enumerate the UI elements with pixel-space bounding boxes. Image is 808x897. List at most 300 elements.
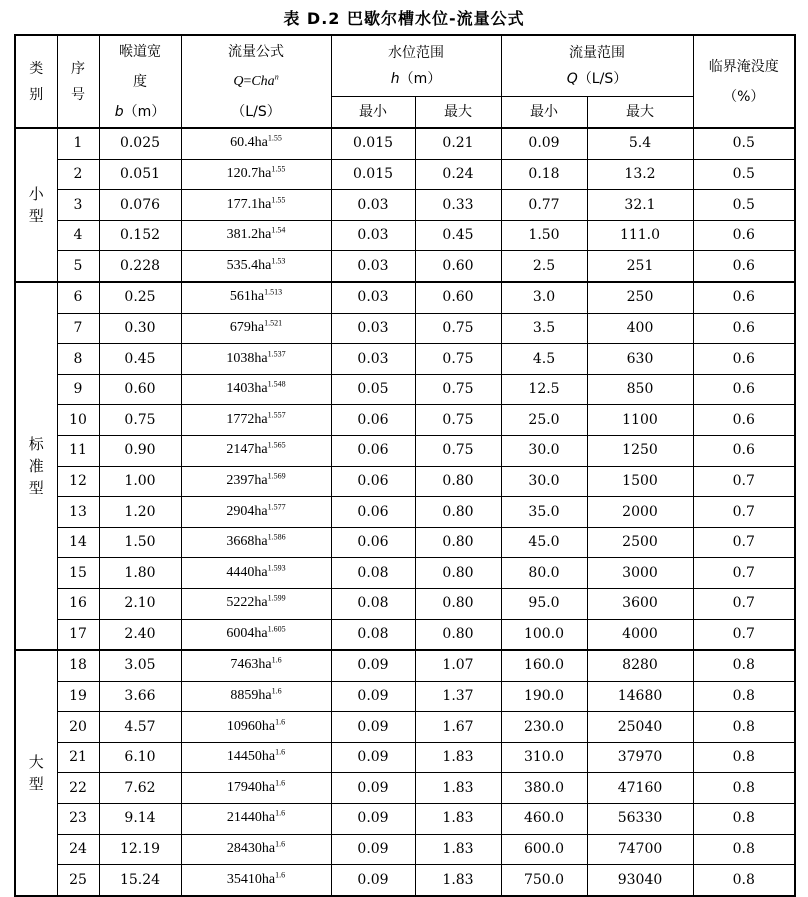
parshall-flume-table [14,34,796,897]
cell-flow-formula [181,712,331,743]
cell-flow-min: 100.0 [501,619,587,650]
formula-coefficient: 1038ha [226,350,268,366]
cell-throat-width: 15.24 [99,865,181,896]
cell-flow-formula [181,497,331,528]
cell-critical-submergence: 0.7 [693,558,795,589]
cell-level-min: 0.03 [331,251,415,282]
cell-level-min: 0.06 [331,527,415,558]
cell-flow-formula [181,650,331,681]
cell-flow-min: 0.09 [501,128,587,159]
cell-critical-submergence: 0.7 [693,466,795,497]
cell-index: 22 [57,773,99,804]
cell-index: 24 [57,834,99,865]
cell-throat-width: 0.75 [99,405,181,436]
cell-index: 11 [57,435,99,466]
table-row [15,742,795,773]
cell-index: 3 [57,190,99,221]
header-index-label: 序号 [71,60,85,103]
cell-level-min: 0.09 [331,865,415,896]
header-flow-max: 最大 [587,97,693,129]
cell-throat-width: 1.50 [99,527,181,558]
cell-flow-formula [181,681,331,712]
cell-flow-max: 111.0 [587,220,693,251]
cell-throat-width: 1.00 [99,466,181,497]
cell-flow-max: 400 [587,313,693,344]
cell-critical-submergence: 0.6 [693,251,795,282]
cell-critical-submergence: 0.6 [693,313,795,344]
header-formula-unit: （L/S） [231,103,281,120]
cell-flow-min: 30.0 [501,435,587,466]
header-flow-unit: Q（L/S） [566,71,628,87]
cell-index: 16 [57,588,99,619]
cell-level-min: 0.015 [331,128,415,159]
header-critical-submergence [693,35,795,128]
cell-level-max: 1.83 [415,804,501,835]
cell-flow-formula [181,834,331,865]
category-standard [15,282,57,650]
header-width-symbol: b [114,103,124,120]
cell-index: 20 [57,712,99,743]
cell-index: 5 [57,251,99,282]
table-row [15,128,795,159]
cell-throat-width: 1.80 [99,558,181,589]
formula-exponent: 1.55 [271,164,286,174]
cell-flow-formula [181,128,331,159]
formula-coefficient: 28430ha [226,841,276,857]
cell-critical-submergence: 0.6 [693,282,795,313]
cell-critical-submergence: 0.7 [693,619,795,650]
cell-level-max: 1.07 [415,650,501,681]
cell-level-max: 1.37 [415,681,501,712]
cell-index: 25 [57,865,99,896]
formula-exponent: 1.605 [267,624,286,634]
cell-flow-min: 45.0 [501,527,587,558]
cell-throat-width: 0.051 [99,159,181,190]
header-width-line1: 喉道宽 [119,43,161,60]
cell-flow-min: 0.77 [501,190,587,221]
cell-flow-min: 380.0 [501,773,587,804]
header-width-line2: 度 [133,73,147,90]
category-label: 小型 [28,184,44,225]
formula-exponent: 1.586 [267,532,286,542]
formula-coefficient: 381.2ha [226,227,272,243]
header-throat-width [99,35,181,128]
formula-coefficient: 561ha [229,289,265,305]
header-width-unit [100,97,181,127]
cell-flow-formula [181,313,331,344]
cell-critical-submergence: 0.6 [693,344,795,375]
table-row [15,527,795,558]
cell-index: 15 [57,558,99,589]
cell-index: 10 [57,405,99,436]
cell-index: 6 [57,282,99,313]
formula-exponent: 1.593 [267,563,286,573]
cell-flow-formula [181,527,331,558]
cell-level-min: 0.08 [331,558,415,589]
cell-flow-formula [181,558,331,589]
cell-level-min: 0.03 [331,313,415,344]
header-formula [181,35,331,128]
cell-level-min: 0.06 [331,435,415,466]
header-level-range-label: 水位范围 [388,45,444,61]
category-small [15,128,57,282]
cell-index: 13 [57,497,99,528]
formula-coefficient: 5222ha [226,595,268,611]
cell-throat-width: 0.228 [99,251,181,282]
cell-critical-submergence: 0.7 [693,527,795,558]
cell-throat-width: 0.45 [99,344,181,375]
formula-coefficient: 35410ha [226,871,276,887]
cell-flow-max: 13.2 [587,159,693,190]
cell-index: 4 [57,220,99,251]
cell-level-max: 0.80 [415,466,501,497]
cell-flow-min: 1.50 [501,220,587,251]
cell-critical-submergence: 0.5 [693,190,795,221]
cell-critical-submergence: 0.8 [693,650,795,681]
formula-exponent: 1.6 [275,808,286,818]
table-row [15,282,795,313]
cell-flow-max: 1100 [587,405,693,436]
cell-flow-formula [181,742,331,773]
cell-level-max: 0.80 [415,558,501,589]
cell-flow-min: 600.0 [501,834,587,865]
cell-critical-submergence: 0.8 [693,834,795,865]
cell-flow-formula [181,374,331,405]
cell-level-min: 0.06 [331,466,415,497]
cell-flow-min: 2.5 [501,251,587,282]
cell-level-max: 0.75 [415,313,501,344]
cell-flow-max: 251 [587,251,693,282]
header-flow-range-label: 流量范围 [569,45,625,61]
cell-flow-max: 850 [587,374,693,405]
cell-level-max: 0.75 [415,435,501,466]
cell-flow-formula [181,344,331,375]
header-category [15,35,57,128]
cell-flow-formula [181,159,331,190]
cell-critical-submergence: 0.8 [693,742,795,773]
cell-level-min: 0.09 [331,712,415,743]
category-label: 大型 [28,752,44,793]
cell-level-max: 0.33 [415,190,501,221]
cell-critical-submergence: 0.8 [693,712,795,743]
table-header [15,35,795,128]
formula-coefficient: 2397ha [226,472,268,488]
cell-level-max: 0.80 [415,588,501,619]
cell-level-min: 0.06 [331,405,415,436]
cell-level-max: 0.21 [415,128,501,159]
cell-critical-submergence: 0.6 [693,405,795,436]
cell-flow-max: 2000 [587,497,693,528]
cell-throat-width: 0.30 [99,313,181,344]
cell-flow-min: 3.5 [501,313,587,344]
cell-level-min: 0.09 [331,804,415,835]
cell-flow-min: 35.0 [501,497,587,528]
cell-flow-formula [181,405,331,436]
cell-level-min: 0.09 [331,681,415,712]
header-category-label: 类别 [29,60,44,103]
cell-index: 23 [57,804,99,835]
cell-critical-submergence: 0.8 [693,681,795,712]
table-title: 表 D.2 巴歇尔槽水位-流量公式 [283,9,525,28]
cell-flow-max: 5.4 [587,128,693,159]
cell-level-max: 0.80 [415,527,501,558]
cell-flow-formula [181,588,331,619]
cell-flow-max: 1500 [587,466,693,497]
cell-critical-submergence: 0.8 [693,804,795,835]
cell-level-max: 0.80 [415,619,501,650]
cell-level-min: 0.09 [331,834,415,865]
header-formula-label: 流量公式 [228,43,284,60]
table-row [15,466,795,497]
cell-index: 12 [57,466,99,497]
cell-flow-min: 750.0 [501,865,587,896]
cell-throat-width: 7.62 [99,773,181,804]
formula-exponent: 1.577 [267,501,286,511]
cell-flow-max: 3000 [587,558,693,589]
cell-level-min: 0.03 [331,220,415,251]
cell-flow-formula [181,435,331,466]
header-critical-unit: （%） [723,88,765,105]
cell-level-max: 1.83 [415,865,501,896]
cell-level-min: 0.015 [331,159,415,190]
cell-flow-formula [181,190,331,221]
formula-exponent: 1.537 [267,348,286,358]
formula-exponent: 1.548 [267,379,286,389]
cell-index: 2 [57,159,99,190]
cell-critical-submergence: 0.7 [693,497,795,528]
formula-coefficient: 60.4ha [230,135,268,151]
formula-coefficient: 535.4ha [226,257,272,273]
formula-exponent: 1.54 [271,225,286,235]
formula-exponent: 1.6 [271,655,282,665]
cell-flow-formula [181,773,331,804]
table-row [15,405,795,436]
cell-flow-min: 80.0 [501,558,587,589]
cell-flow-formula [181,466,331,497]
cell-critical-submergence: 0.6 [693,435,795,466]
cell-flow-min: 160.0 [501,650,587,681]
cell-level-min: 0.08 [331,588,415,619]
formula-coefficient: 1772ha [226,411,268,427]
table-row [15,619,795,650]
cell-flow-max: 3600 [587,588,693,619]
table-row [15,313,795,344]
formula-exponent: 1.6 [275,717,286,727]
formula-exponent: 1.565 [267,440,286,450]
table-row [15,865,795,896]
header-index [57,35,99,128]
table-row [15,681,795,712]
cell-flow-max: 2500 [587,527,693,558]
cell-level-max: 1.83 [415,834,501,865]
table-row [15,650,795,681]
cell-flow-min: 12.5 [501,374,587,405]
cell-level-max: 0.75 [415,405,501,436]
cell-index: 7 [57,313,99,344]
cell-flow-max: 25040 [587,712,693,743]
table-row [15,344,795,375]
cell-index: 9 [57,374,99,405]
cell-throat-width: 2.40 [99,619,181,650]
cell-flow-min: 25.0 [501,405,587,436]
formula-exponent: 1.599 [267,593,286,603]
category-large [15,650,57,896]
cell-flow-max: 4000 [587,619,693,650]
cell-level-min: 0.06 [331,497,415,528]
cell-critical-submergence: 0.6 [693,374,795,405]
cell-level-max: 1.67 [415,712,501,743]
cell-flow-min: 460.0 [501,804,587,835]
cell-level-max: 0.45 [415,220,501,251]
formula-exponent: 1.6 [271,686,282,696]
cell-throat-width: 0.152 [99,220,181,251]
cell-flow-max: 250 [587,282,693,313]
cell-index: 1 [57,128,99,159]
cell-flow-max: 1250 [587,435,693,466]
cell-throat-width: 0.076 [99,190,181,221]
cell-index: 21 [57,742,99,773]
formula-exponent: 1.6 [275,869,286,879]
cell-level-max: 0.60 [415,251,501,282]
formula-exponent: 1.55 [271,194,286,204]
cell-flow-max: 74700 [587,834,693,865]
cell-level-min: 0.03 [331,190,415,221]
cell-critical-submergence: 0.5 [693,159,795,190]
cell-critical-submergence: 0.6 [693,220,795,251]
formula-exponent: 1.6 [275,747,286,757]
cell-flow-formula [181,865,331,896]
header-level-max: 最大 [415,97,501,129]
header-level-unit: h（m） [390,71,442,87]
cell-level-min: 0.03 [331,344,415,375]
cell-flow-max: 8280 [587,650,693,681]
table-row [15,558,795,589]
cell-flow-min: 0.18 [501,159,587,190]
header-level-min: 最小 [331,97,415,129]
formula-coefficient: 177.1ha [226,196,272,212]
formula-coefficient: 17940ha [226,779,276,795]
cell-flow-min: 3.0 [501,282,587,313]
formula-coefficient: 6004ha [226,625,268,641]
formula-coefficient: 3668ha [226,534,268,550]
cell-flow-min: 95.0 [501,588,587,619]
cell-flow-formula [181,220,331,251]
cell-flow-formula [181,804,331,835]
table-row [15,374,795,405]
cell-index: 8 [57,344,99,375]
formula-coefficient: 679ha [229,319,265,335]
cell-index: 19 [57,681,99,712]
cell-throat-width: 3.66 [99,681,181,712]
cell-throat-width: 0.025 [99,128,181,159]
formula-exponent: 1.569 [267,471,286,481]
formula-exponent: 1.513 [264,287,283,297]
formula-coefficient: 7463ha [230,657,272,673]
table-row [15,834,795,865]
cell-flow-max: 56330 [587,804,693,835]
cell-throat-width: 0.60 [99,374,181,405]
table-row [15,588,795,619]
cell-level-max: 0.75 [415,344,501,375]
formula-exponent: 1.6 [275,778,286,788]
cell-critical-submergence: 0.5 [693,128,795,159]
cell-level-min: 0.09 [331,773,415,804]
formula-exponent: 1.521 [264,318,283,328]
cell-flow-max: 14680 [587,681,693,712]
formula-exponent: 1.53 [271,256,286,266]
cell-throat-width: 0.90 [99,435,181,466]
cell-flow-max: 630 [587,344,693,375]
cell-critical-submergence: 0.8 [693,773,795,804]
cell-flow-max: 37970 [587,742,693,773]
table-row [15,773,795,804]
header-critical-label: 临界淹没度 [708,58,779,75]
cell-flow-max: 93040 [587,865,693,896]
cell-index: 18 [57,650,99,681]
formula-coefficient: 14450ha [226,749,276,765]
cell-level-max: 0.24 [415,159,501,190]
header-flow-range [501,35,693,97]
cell-flow-min: 230.0 [501,712,587,743]
header-level-range [331,35,501,97]
formula-coefficient: 120.7ha [226,165,272,181]
formula-coefficient: 10960ha [226,718,276,734]
header-formula-expression: Q=Cha$^n$ [233,71,279,89]
table-row [15,251,795,282]
category-label: 标准型 [28,435,44,498]
cell-flow-min: 4.5 [501,344,587,375]
cell-level-max: 0.75 [415,374,501,405]
cell-throat-width: 6.10 [99,742,181,773]
table-row [15,712,795,743]
cell-throat-width: 12.19 [99,834,181,865]
cell-index: 17 [57,619,99,650]
cell-throat-width: 1.20 [99,497,181,528]
cell-flow-min: 310.0 [501,742,587,773]
formula-coefficient: 4440ha [226,564,268,580]
header-width-unit-text: （m） [123,103,166,120]
cell-throat-width: 9.14 [99,804,181,835]
table-row [15,804,795,835]
table-row [15,159,795,190]
formula-coefficient: 21440ha [226,810,276,826]
cell-flow-min: 30.0 [501,466,587,497]
header-flow-min: 最小 [501,97,587,129]
cell-critical-submergence: 0.7 [693,588,795,619]
cell-throat-width: 3.05 [99,650,181,681]
formula-coefficient: 1403ha [226,381,268,397]
cell-flow-max: 47160 [587,773,693,804]
cell-level-max: 0.80 [415,497,501,528]
formula-exponent: 1.6 [275,839,286,849]
cell-level-min: 0.09 [331,650,415,681]
cell-level-max: 1.83 [415,742,501,773]
cell-level-min: 0.03 [331,282,415,313]
cell-flow-formula [181,282,331,313]
cell-level-min: 0.05 [331,374,415,405]
cell-index: 14 [57,527,99,558]
table-row [15,497,795,528]
cell-level-max: 0.60 [415,282,501,313]
cell-level-min: 0.09 [331,742,415,773]
formula-coefficient: 2147ha [226,442,268,458]
formula-coefficient: 2904ha [226,503,268,519]
cell-flow-max: 32.1 [587,190,693,221]
cell-level-max: 1.83 [415,773,501,804]
formula-exponent: 1.55 [267,133,282,143]
formula-coefficient: 8859ha [230,688,272,704]
table-body [15,128,795,896]
